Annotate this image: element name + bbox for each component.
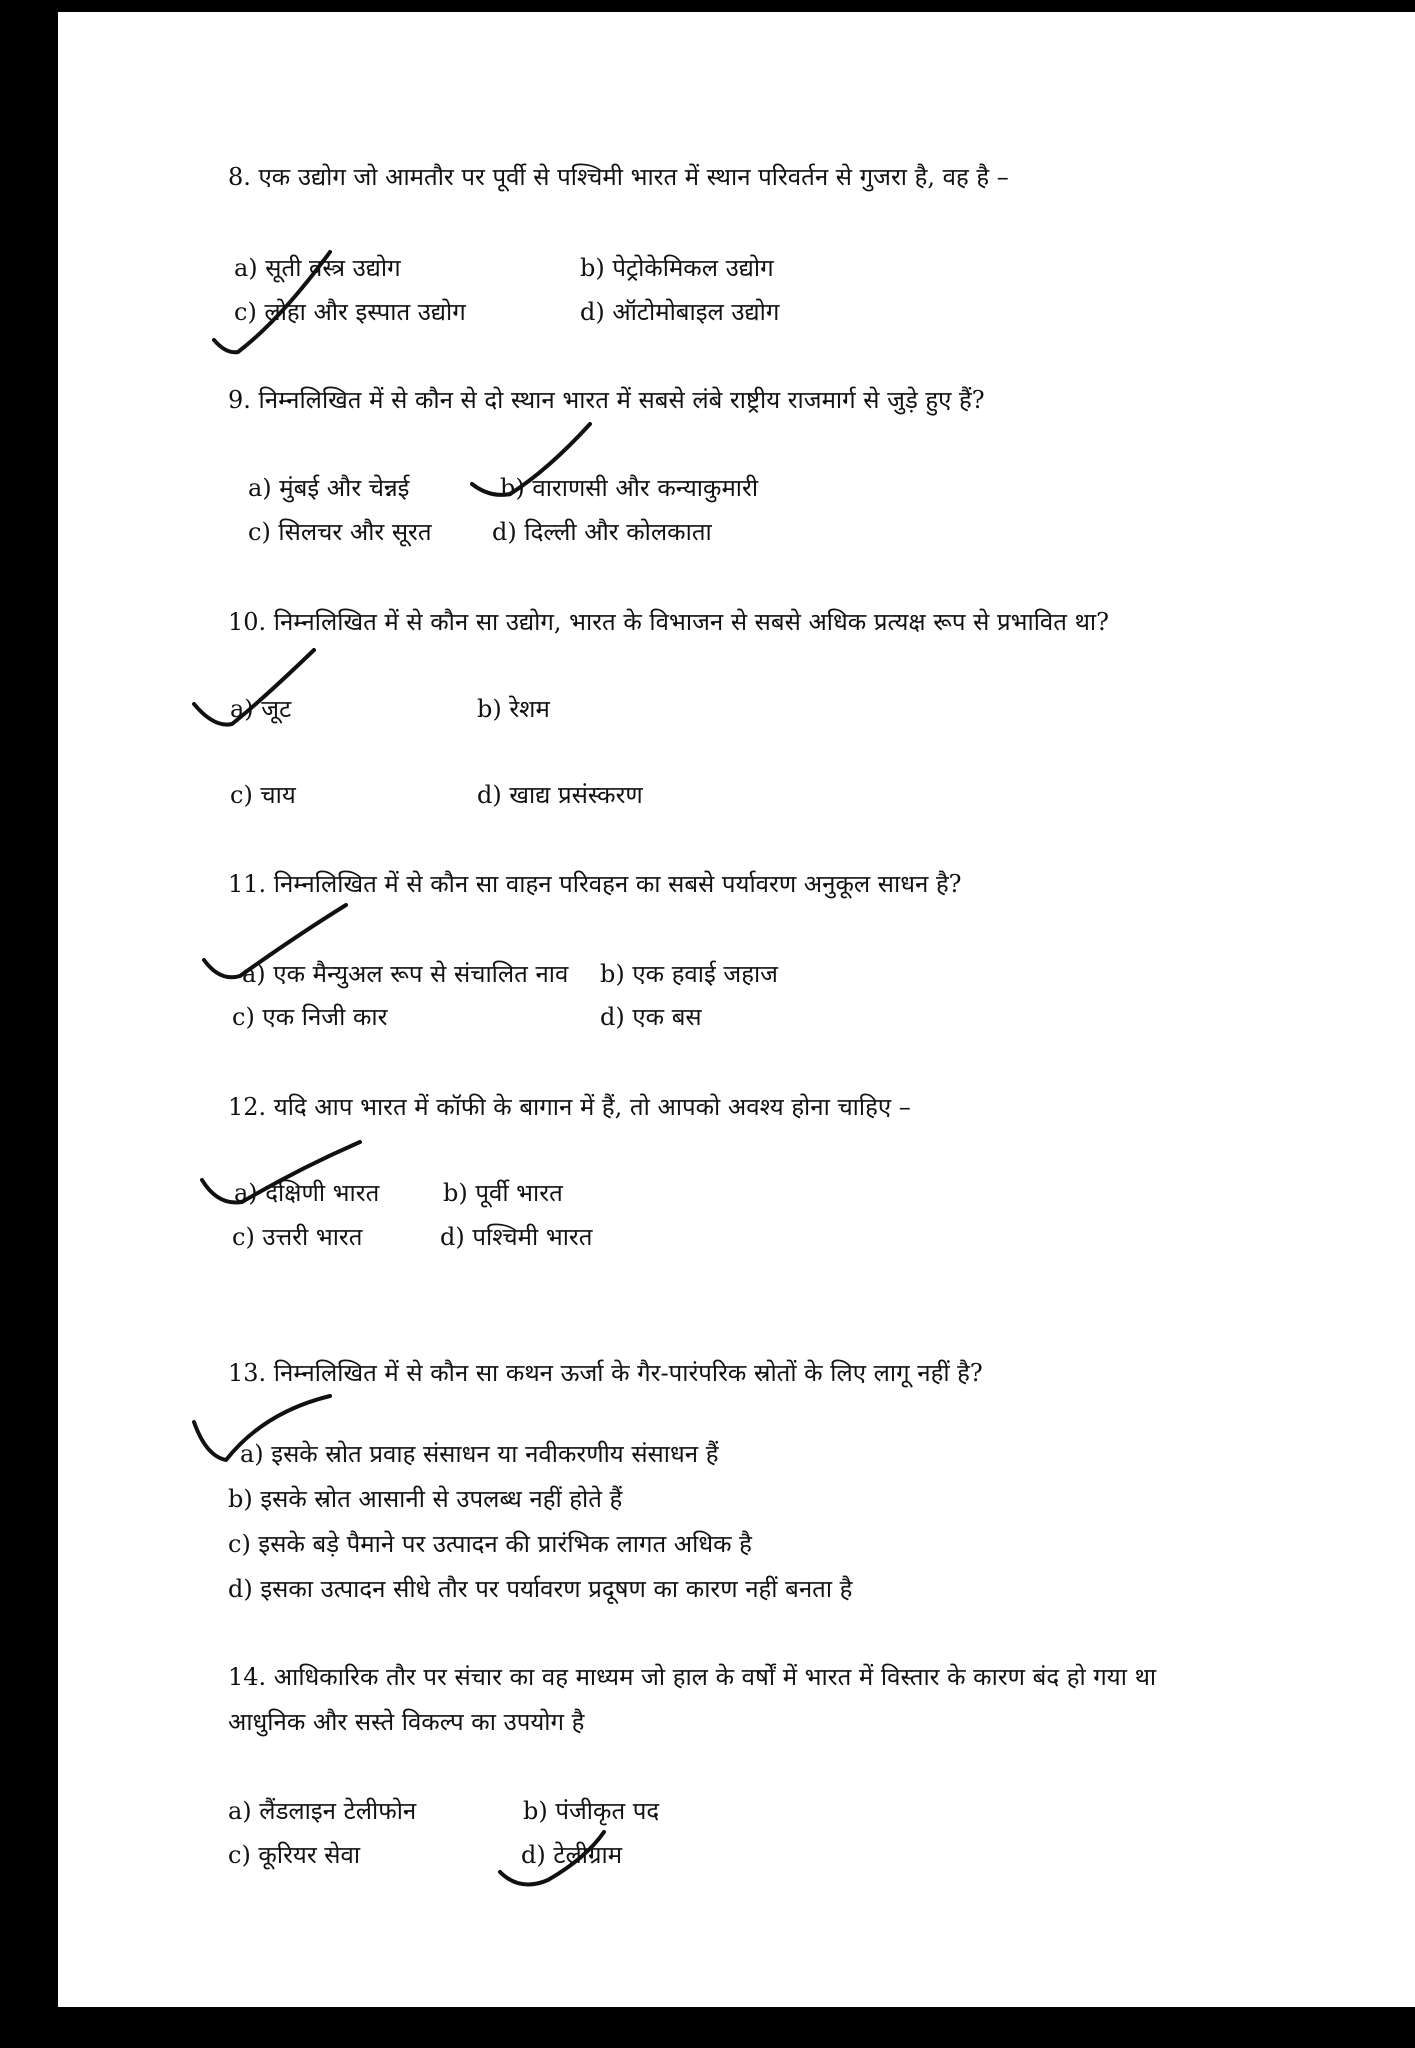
question-13: 13. निम्नलिखित में से कौन सा कथन ऊर्जा के गैर-पारंपरिक स्रोतों के लिए लागू नहीं है? bbox=[228, 1359, 983, 1387]
q14-option-b: b) पंजीकृत पद bbox=[523, 1797, 660, 1825]
q8-option-d: d) ऑटोमोबाइल उद्योग bbox=[580, 298, 780, 326]
q13-option-a: a) इसके स्रोत प्रवाह संसाधन या नवीकरणीय संसाधन हैं bbox=[240, 1440, 719, 1468]
q8-option-a: a) सूती वस्त्र उद्योग bbox=[234, 254, 401, 282]
q9-option-c: c) सिलचर और सूरत bbox=[248, 518, 432, 546]
question-11: 11. निम्नलिखित में से कौन सा वाहन परिवहन का सबसे पर्यावरण अनुकूल साधन है? bbox=[228, 870, 962, 898]
q11-option-c: c) एक निजी कार bbox=[232, 1003, 388, 1031]
q10-option-d: d) खाद्य प्रसंस्करण bbox=[477, 781, 643, 809]
question-9: 9. निम्नलिखित में से कौन से दो स्थान भारत में सबसे लंबे राष्ट्रीय राजमार्ग से जुड़े हुए हैं? bbox=[228, 386, 985, 414]
q11-option-d: d) एक बस bbox=[600, 1003, 702, 1031]
q11-option-b: b) एक हवाई जहाज bbox=[600, 960, 778, 988]
question-8: 8. एक उद्योग जो आमतौर पर पूर्वी से पश्चिमी भारत में स्थान परिवर्तन से गुजरा है, वह है – bbox=[228, 163, 1009, 191]
question-12: 12. यदि आप भारत में कॉफी के बागान में हैं, तो आपको अवश्य होना चाहिए – bbox=[228, 1093, 911, 1121]
q14-option-c: c) कूरियर सेवा bbox=[228, 1841, 361, 1869]
q14-option-d: d) टेलीग्राम bbox=[521, 1841, 623, 1869]
q11-option-a: a) एक मैन्युअल रूप से संचालित नाव bbox=[242, 960, 569, 988]
q9-option-a: a) मुंबई और चेन्नई bbox=[248, 474, 410, 502]
q8-option-b: b) पेट्रोकेमिकल उद्योग bbox=[580, 254, 774, 282]
q12-option-d: d) पश्चिमी भारत bbox=[440, 1223, 593, 1251]
q12-option-b: b) पूर्वी भारत bbox=[443, 1179, 563, 1207]
q14-option-a: a) लैंडलाइन टेलीफोन bbox=[228, 1797, 417, 1825]
q13-option-d: d) इसका उत्पादन सीधे तौर पर पर्यावरण प्रदूषण का कारण नहीं बनता है bbox=[228, 1575, 853, 1603]
q9-option-d: d) दिल्ली और कोलकाता bbox=[492, 518, 712, 546]
q8-option-c: c) लोहा और इस्पात उद्योग bbox=[234, 298, 466, 326]
q12-option-a: a) दक्षिणी भारत bbox=[234, 1179, 380, 1207]
q10-option-a: a) जूट bbox=[230, 695, 292, 723]
question-14-line-1: 14. आधिकारिक तौर पर संचार का वह माध्यम जो हाल के वर्षों में भारत में विस्तार के कारण बंद हो गया था bbox=[228, 1663, 1157, 1691]
q10-option-c: c) चाय bbox=[230, 781, 296, 809]
q9-option-b: b) वाराणसी और कन्याकुमारी bbox=[500, 474, 759, 502]
question-14-line-2: आधुनिक और सस्ते विकल्प का उपयोग है bbox=[228, 1708, 585, 1736]
question-10: 10. निम्नलिखित में से कौन सा उद्योग, भारत के विभाजन से सबसे अधिक प्रत्यक्ष रूप से प्रभावित था? bbox=[228, 608, 1109, 636]
q13-option-b: b) इसके स्रोत आसानी से उपलब्ध नहीं होते हैं bbox=[228, 1485, 623, 1513]
q13-option-c: c) इसके बड़े पैमाने पर उत्पादन की प्रारंभिक लागत अधिक है bbox=[228, 1530, 752, 1558]
q12-option-c: c) उत्तरी भारत bbox=[232, 1223, 363, 1251]
q10-option-b: b) रेशम bbox=[477, 695, 550, 723]
